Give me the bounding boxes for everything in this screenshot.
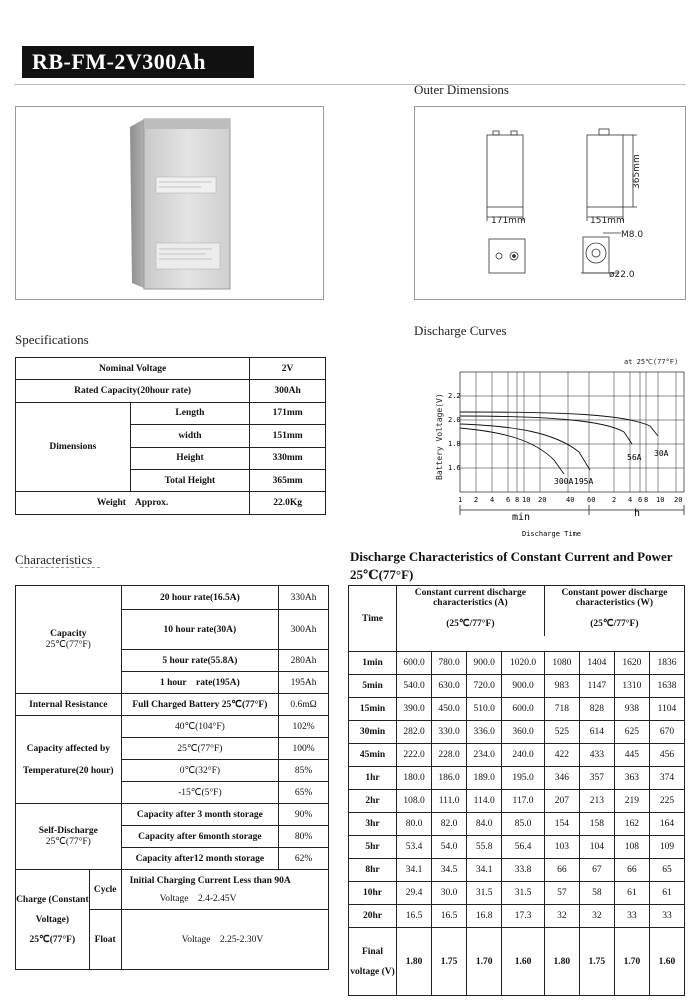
power-value: 422 (544, 744, 579, 767)
power-value: 158 (579, 813, 614, 836)
power-value: 625 (614, 721, 649, 744)
capacity-value: 300Ah (279, 610, 329, 650)
curve-label: 300A (554, 477, 574, 486)
temperature-percent: 102% (279, 716, 329, 738)
curve-grid (460, 372, 684, 492)
final-voltage-value: 1.70 (467, 928, 502, 996)
final-voltage-row (349, 928, 685, 996)
spec-value: 330mm (250, 447, 326, 469)
curve-x-axis-label: Discharge Time (522, 530, 582, 538)
time-unit-markers (460, 505, 684, 515)
discharge-row (349, 836, 685, 859)
storage-period: Capacity after 3 month storage (121, 804, 279, 826)
product-title: RB-FM-2V300Ah (22, 46, 254, 78)
y-tick-label: 1.8 (448, 440, 461, 448)
y-tick-label: 1.6 (448, 464, 461, 472)
hours-unit: h (634, 508, 641, 519)
spec-row (16, 492, 326, 514)
x-tick-label: 60 (587, 496, 596, 504)
storage-period: Capacity after 6month storage (121, 826, 279, 848)
height-dimension-label: 365mm (632, 154, 642, 189)
float-label: Float (89, 910, 121, 970)
charge-label: Charge (Constant Voltage) 25℃(77°F) (16, 870, 90, 970)
current-value: 234.0 (467, 744, 502, 767)
final-voltage-label: Final voltage (V) (349, 928, 397, 996)
discharge-time: 5min (349, 675, 397, 698)
current-value: 600.0 (397, 652, 432, 675)
discharge-header-row (349, 586, 685, 611)
curve-x-ticks (458, 496, 682, 504)
power-value: 109 (649, 836, 684, 859)
current-value: 780.0 (432, 652, 467, 675)
power-value: 219 (614, 790, 649, 813)
discharge-row (349, 859, 685, 882)
current-value: 186.0 (432, 767, 467, 790)
power-value: 66 (614, 859, 649, 882)
capacity-value: 280Ah (279, 650, 329, 672)
time-header: Time (349, 586, 397, 652)
current-value: 80.0 (397, 813, 432, 836)
power-value: 718 (544, 698, 579, 721)
storage-percent: 80% (279, 826, 329, 848)
power-value: 1080 (544, 652, 579, 675)
capacity-value: 195Ah (279, 672, 329, 694)
spec-row (16, 380, 326, 402)
current-value: 108.0 (397, 790, 432, 813)
power-value: 1620 (614, 652, 649, 675)
discharge-time: 10hr (349, 882, 397, 905)
char-row (16, 716, 329, 738)
power-value: 33 (649, 905, 684, 928)
current-value: 30.0 (432, 882, 467, 905)
curve-ambient-label: at 25℃(77°F) (624, 358, 679, 366)
current-temp: (25℃/77°F) (397, 611, 545, 636)
current-value: 16.5 (432, 905, 467, 928)
discharge-header-row (349, 611, 685, 636)
spec-label: Total Height (130, 469, 250, 491)
current-value: 360.0 (502, 721, 545, 744)
final-voltage-value: 1.70 (614, 928, 649, 996)
final-voltage-value: 1.80 (544, 928, 579, 996)
curve-label: 56A (627, 453, 642, 462)
spec-label: Length (130, 402, 250, 424)
power-value: 103 (544, 836, 579, 859)
x-tick-label: 1 (458, 496, 463, 504)
char-row (16, 694, 329, 716)
power-value: 456 (649, 744, 684, 767)
dimension-drawing-frame (414, 106, 686, 300)
discharge-time: 1min (349, 652, 397, 675)
capacity-rate: 20 hour rate(16.5A) (121, 586, 279, 610)
discharge-curves-svg (414, 352, 686, 542)
current-value: 56.4 (502, 836, 545, 859)
current-value: 111.0 (432, 790, 467, 813)
power-value: 1404 (579, 652, 614, 675)
battery-photo-frame (15, 106, 324, 300)
curve-label: 30A (654, 449, 669, 458)
depth-dimension-label: 151mm (590, 216, 625, 226)
spec-value: 171mm (250, 402, 326, 424)
internal-resistance-label: Internal Resistance (16, 694, 122, 716)
width-dimension-label: 171mm (491, 216, 526, 226)
current-value: 34.5 (432, 859, 467, 882)
power-temp: (25℃/77°F) (544, 611, 684, 636)
terminal-detail (581, 233, 621, 273)
char-row (16, 870, 329, 910)
current-value: 195.0 (502, 767, 545, 790)
discharge-row (349, 652, 685, 675)
current-value: 114.0 (467, 790, 502, 813)
current-value: 33.8 (502, 859, 545, 882)
discharge-row (349, 905, 685, 928)
spec-value: 151mm (250, 425, 326, 447)
power-value: 32 (579, 905, 614, 928)
power-value: 61 (614, 882, 649, 905)
x-tick-label: 6 (638, 496, 643, 504)
power-value: 938 (614, 698, 649, 721)
discharge-time: 2hr (349, 790, 397, 813)
side-view (587, 129, 637, 221)
characteristics-heading: Characteristics (15, 552, 93, 567)
temperature-value: 40℃(104°F) (121, 716, 279, 738)
float-value: Voltage 2.25-2.30V (121, 910, 328, 970)
power-header: Constant power discharge characteristics (W) (544, 586, 684, 611)
cycle-value: Initial Charging Current Less than 90A Voltage 2.4-2.45V (121, 870, 328, 910)
capacity-rate: 10 hour rate(30A) (121, 610, 279, 650)
power-value: 66 (544, 859, 579, 882)
discharge-time: 45min (349, 744, 397, 767)
spec-row (16, 402, 326, 424)
power-value: 363 (614, 767, 649, 790)
power-value: 346 (544, 767, 579, 790)
discharge-table (348, 585, 685, 996)
capacity-label: Capacity 25℃(77°F) (16, 586, 122, 694)
final-voltage-value: 1.80 (397, 928, 432, 996)
current-value: 240.0 (502, 744, 545, 767)
power-value: 1104 (649, 698, 684, 721)
power-value: 154 (544, 813, 579, 836)
power-value: 33 (614, 905, 649, 928)
title-divider (14, 84, 686, 85)
power-value: 525 (544, 721, 579, 744)
spec-label: Weight Approx. (16, 492, 250, 514)
x-tick-label: 6 (506, 496, 511, 504)
current-value: 82.0 (432, 813, 467, 836)
characteristics-table (15, 585, 329, 970)
temperature-value: 25℃(77°F) (121, 738, 279, 760)
discharge-time: 5hr (349, 836, 397, 859)
minutes-unit: min (512, 512, 531, 523)
power-value: 828 (579, 698, 614, 721)
current-value: 282.0 (397, 721, 432, 744)
x-tick-label: 10 (522, 496, 531, 504)
discharge-row (349, 813, 685, 836)
power-value: 213 (579, 790, 614, 813)
y-tick-label: 2.0 (448, 416, 461, 424)
current-value: 1020.0 (502, 652, 545, 675)
discharge-curve-lines (460, 412, 658, 474)
temperature-value: 0℃(32°F) (121, 760, 279, 782)
final-voltage-value: 1.75 (432, 928, 467, 996)
current-header: Constant current discharge characteristics (A) (397, 586, 545, 611)
x-tick-label: 4 (628, 496, 633, 504)
current-value: 29.4 (397, 882, 432, 905)
current-value: 600.0 (502, 698, 545, 721)
spec-label: Nominal Voltage (16, 358, 250, 380)
power-value: 67 (579, 859, 614, 882)
discharge-time: 20hr (349, 905, 397, 928)
specifications-table (15, 357, 326, 515)
current-value: 53.4 (397, 836, 432, 859)
current-value: 34.1 (397, 859, 432, 882)
discharge-time: 3hr (349, 813, 397, 836)
temperature-percent: 65% (279, 782, 329, 804)
capacity-value: 330Ah (279, 586, 329, 610)
cycle-label: Cycle (89, 870, 121, 910)
capacity-rate: 5 hour rate(55.8A) (121, 650, 279, 672)
spec-value: 22.0Kg (250, 492, 326, 514)
x-tick-label: 8 (644, 496, 649, 504)
spec-label: width (130, 425, 250, 447)
spec-value: 2V (250, 358, 326, 380)
x-tick-label: 2 (612, 496, 617, 504)
spec-row (16, 358, 326, 380)
header-spacer (397, 636, 685, 651)
current-value: 390.0 (397, 698, 432, 721)
x-tick-label: 2 (474, 496, 479, 504)
current-value: 630.0 (432, 675, 467, 698)
current-value: 117.0 (502, 790, 545, 813)
current-value: 900.0 (467, 652, 502, 675)
terminal-diameter-label: ø22.0 (609, 270, 635, 280)
power-value: 1638 (649, 675, 684, 698)
discharge-time: 30min (349, 721, 397, 744)
current-value: 450.0 (432, 698, 467, 721)
temperature-value: -15℃(5°F) (121, 782, 279, 804)
power-value: 357 (579, 767, 614, 790)
y-tick-label: 2.2 (448, 392, 461, 400)
discharge-row (349, 790, 685, 813)
dimensions-label: Dimensions (16, 402, 131, 492)
power-value: 61 (649, 882, 684, 905)
current-value: 31.5 (467, 882, 502, 905)
power-value: 164 (649, 813, 684, 836)
outer-dimensions-heading: Outer Dimensions (414, 82, 509, 97)
current-value: 85.0 (502, 813, 545, 836)
discharge-row (349, 721, 685, 744)
current-value: 336.0 (467, 721, 502, 744)
discharge-row (349, 675, 685, 698)
current-value: 540.0 (397, 675, 432, 698)
current-value: 228.0 (432, 744, 467, 767)
final-voltage-value: 1.60 (502, 928, 545, 996)
x-tick-label: 8 (515, 496, 520, 504)
front-view (487, 131, 523, 221)
discharge-time: 15min (349, 698, 397, 721)
current-value: 222.0 (397, 744, 432, 767)
curve-horizontal-gridlines (460, 396, 684, 468)
current-value: 180.0 (397, 767, 432, 790)
current-value: 720.0 (467, 675, 502, 698)
x-tick-label: 40 (566, 496, 575, 504)
discharge-row (349, 744, 685, 767)
x-tick-label: 20 (538, 496, 547, 504)
storage-percent: 62% (279, 848, 329, 870)
battery-photo (16, 107, 323, 299)
power-value: 108 (614, 836, 649, 859)
current-value: 55.8 (467, 836, 502, 859)
curve-label: 195A (574, 477, 594, 486)
top-view (489, 239, 525, 273)
discharge-curves-chart (414, 352, 686, 542)
curve-y-axis-label: Battery Voltage(V) (435, 393, 444, 480)
discharge-table-body (349, 652, 685, 928)
temperature-percent: 100% (279, 738, 329, 760)
current-value: 510.0 (467, 698, 502, 721)
current-value: 16.8 (467, 905, 502, 928)
discharge-curves-heading: Discharge Curves (414, 323, 507, 338)
discharge-time: 8hr (349, 859, 397, 882)
power-value: 162 (614, 813, 649, 836)
spec-value: 365mm (250, 469, 326, 491)
current-value: 330.0 (432, 721, 467, 744)
specifications-heading: Specifications (15, 332, 89, 347)
power-value: 1836 (649, 652, 684, 675)
curve-30a (460, 412, 658, 436)
power-value: 670 (649, 721, 684, 744)
power-value: 1147 (579, 675, 614, 698)
x-tick-label: 20 (674, 496, 683, 504)
current-value: 31.5 (502, 882, 545, 905)
power-value: 225 (649, 790, 684, 813)
curve-300a (460, 428, 564, 474)
current-value: 16.5 (397, 905, 432, 928)
final-voltage-value: 1.60 (649, 928, 684, 996)
x-tick-label: 4 (490, 496, 495, 504)
terminal-thread-label: M8.0 (621, 230, 644, 240)
spec-value: 300Ah (250, 380, 326, 402)
dimension-drawing (415, 107, 685, 299)
current-value: 54.0 (432, 836, 467, 859)
current-value: 84.0 (467, 813, 502, 836)
curve-195a (460, 424, 590, 470)
storage-period: Capacity after12 month storage (121, 848, 279, 870)
x-tick-label: 10 (656, 496, 665, 504)
power-value: 58 (579, 882, 614, 905)
final-voltage-value: 1.75 (579, 928, 614, 996)
power-value: 57 (544, 882, 579, 905)
power-value: 65 (649, 859, 684, 882)
power-value: 374 (649, 767, 684, 790)
char-row (16, 804, 329, 826)
temperature-capacity-label: Capacity affected by Temperature(20 hour) (16, 716, 122, 804)
power-value: 614 (579, 721, 614, 744)
power-value: 104 (579, 836, 614, 859)
discharge-time: 1hr (349, 767, 397, 790)
current-value: 189.0 (467, 767, 502, 790)
self-discharge-label: Self-Discharge 25℃(77°F) (16, 804, 122, 870)
char-row (16, 586, 329, 610)
temperature-percent: 85% (279, 760, 329, 782)
internal-resistance-condition: Full Charged Battery 25℃(77°F) (121, 694, 279, 716)
discharge-table-title: Discharge Characteristics of Constant Current and Power 25℃(77°F) (350, 549, 673, 582)
curve-vertical-gridlines (476, 372, 676, 492)
discharge-header-spacer (349, 636, 685, 651)
discharge-row (349, 767, 685, 790)
power-value: 445 (614, 744, 649, 767)
characteristics-underline (20, 567, 100, 568)
power-value: 1310 (614, 675, 649, 698)
capacity-rate: 1 hour rate(195A) (121, 672, 279, 694)
current-value: 17.3 (502, 905, 545, 928)
power-value: 983 (544, 675, 579, 698)
spec-label: Rated Capacity(20hour rate) (16, 380, 250, 402)
power-value: 433 (579, 744, 614, 767)
discharge-row (349, 882, 685, 905)
storage-percent: 90% (279, 804, 329, 826)
current-value: 900.0 (502, 675, 545, 698)
power-value: 32 (544, 905, 579, 928)
discharge-row (349, 698, 685, 721)
internal-resistance-value: 0.6mΩ (279, 694, 329, 716)
current-value: 34.1 (467, 859, 502, 882)
spec-label: Height (130, 447, 250, 469)
power-value: 207 (544, 790, 579, 813)
